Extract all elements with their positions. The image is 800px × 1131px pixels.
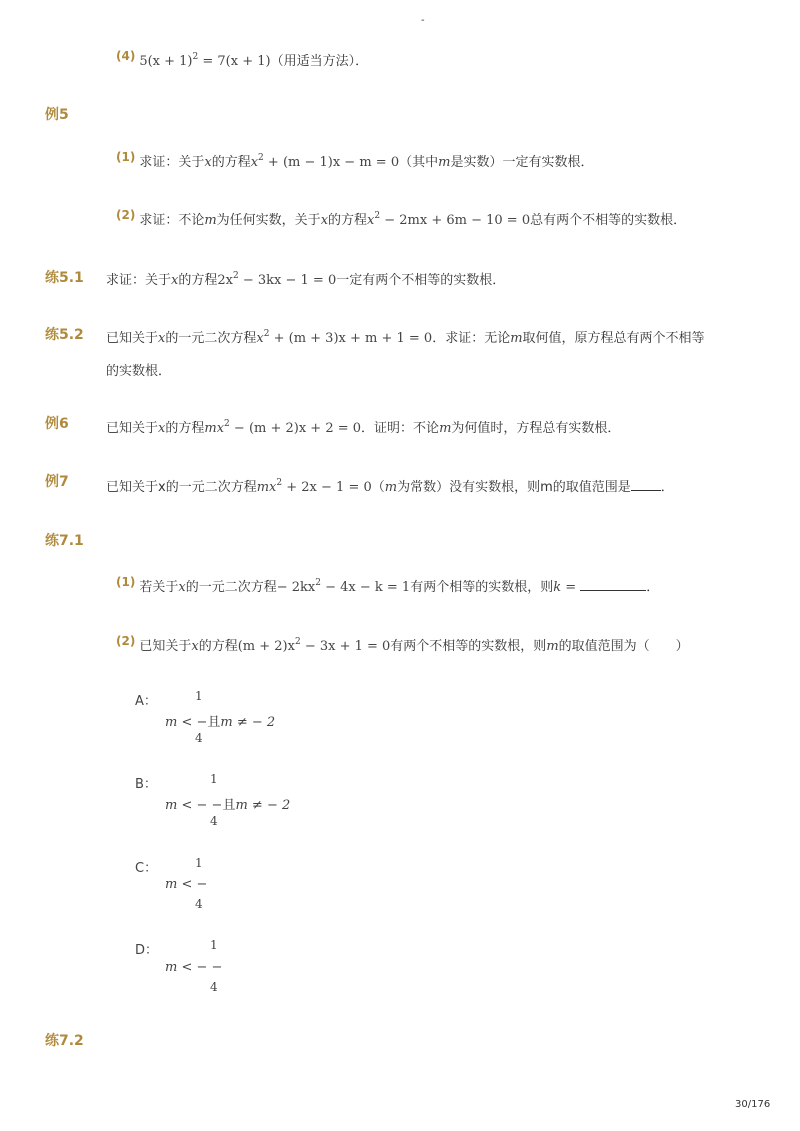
question-number: (2): [116, 208, 136, 222]
math-expression: 5(x + 1): [139, 54, 193, 69]
text: ．: [660, 480, 674, 495]
text: 求证：关于: [106, 273, 172, 288]
math-expression: mx: [204, 421, 225, 436]
exponent: 2: [263, 329, 270, 339]
practice-5-1-tag: 练5.1: [45, 270, 84, 286]
math-expression: = 7(x + 1): [202, 54, 271, 69]
math-expression: mx: [256, 480, 277, 495]
math-var: m: [510, 331, 523, 346]
fraction-denominator: 4: [195, 897, 203, 911]
fraction-bar: −: [196, 715, 208, 730]
text: 取何值，原方程总有两个不相等: [522, 331, 705, 346]
text: 且: [222, 798, 236, 813]
text: （: [371, 480, 385, 495]
fraction-numerator: 1: [210, 772, 218, 786]
text: 的方程: [211, 155, 251, 170]
text: ．证明：不论: [361, 421, 440, 436]
text: 是实数）一定有实数根．: [450, 155, 594, 170]
text: 有两个相等的实数根，则: [410, 580, 554, 595]
text: 求证：关于: [139, 155, 205, 170]
math-expression: (m + 2)x: [237, 639, 295, 654]
text: 为何值时，方程总有实数根．: [451, 421, 621, 436]
exponent: 2: [232, 271, 239, 281]
practice-7-1-part-1: [116, 576, 659, 595]
option-expression: [165, 711, 275, 730]
exponent: 2: [258, 153, 264, 163]
math-var: x: [204, 155, 212, 170]
fraction-numerator: 1: [210, 938, 218, 952]
page-number: 30/176: [735, 1099, 771, 1110]
example-5-part-2: [116, 209, 686, 228]
fraction-bar: −: [211, 798, 223, 813]
exponent: 2: [294, 637, 301, 647]
math-expression: + (m + 3)x + m + 1 = 0: [273, 331, 433, 346]
example-7-tag: 例7: [45, 474, 69, 490]
question-number: (4): [116, 49, 136, 63]
math-expression: x: [256, 331, 264, 346]
math-var: x: [178, 580, 186, 595]
text: 且: [207, 715, 221, 730]
minus-sign: −: [196, 960, 208, 975]
text: 已知关于: [106, 421, 159, 436]
math-expression: m <: [165, 877, 193, 892]
text: 有两个不相等的实数根，则: [390, 639, 547, 654]
math-expression: x: [367, 213, 375, 228]
math-expression: − (m + 2)x + 2 = 0: [233, 421, 362, 436]
option-label: A：: [135, 694, 157, 709]
fraction-numerator: 1: [195, 689, 203, 703]
example-5-part-1: [116, 151, 593, 170]
text: 的方程: [328, 213, 368, 228]
fraction-bar: −: [196, 877, 208, 892]
math-var: x: [171, 273, 179, 288]
math-var: m: [438, 155, 451, 170]
text: 已知关于: [139, 639, 192, 654]
practice-5-2-text: [106, 327, 705, 346]
math-var: m: [546, 639, 559, 654]
math-expression: + 2x − 1 = 0: [286, 480, 372, 495]
math-expression: − 3kx − 1 = 0: [242, 273, 337, 288]
fraction-numerator: 1: [195, 856, 203, 870]
question-4: [116, 50, 368, 69]
text: 为任何实数，关于: [216, 213, 321, 228]
practice-5-1-text: [106, 269, 505, 288]
answer-blank[interactable]: [580, 590, 646, 591]
text: 的方程: [165, 421, 205, 436]
text: 已知关于x的一元二次方程: [106, 480, 257, 495]
example-6-text: [106, 417, 620, 436]
option-expression: [165, 960, 222, 975]
practice-7-1-tag: 练7.1: [45, 533, 84, 549]
example-7-text: [106, 476, 674, 495]
math-var: k: [553, 580, 562, 595]
practice-5-2-text-line2: 的实数根．: [106, 364, 172, 379]
text: 若关于: [139, 580, 179, 595]
math-expression: m <: [165, 960, 193, 975]
option-label: C：: [135, 861, 158, 876]
math-var: x: [158, 331, 166, 346]
text: 的一元二次方程: [185, 580, 277, 595]
minus-sign: −: [196, 798, 208, 813]
text: 求证：不论: [139, 213, 205, 228]
fraction-denominator: 4: [210, 814, 218, 828]
text: 一定有两个不相等的实数根．: [336, 273, 506, 288]
text: 的方程: [198, 639, 238, 654]
text: 的一元二次方程: [165, 331, 257, 346]
answer-blank[interactable]: [631, 490, 661, 491]
text: 为常数）没有实数根，则m的取值范围是: [397, 480, 631, 495]
math-expression: − 2kx: [276, 580, 316, 595]
exponent: 2: [224, 419, 230, 429]
text: ．求证：无论: [432, 331, 511, 346]
math-expression: − 4x − k = 1: [325, 580, 411, 595]
math-expression: x: [250, 155, 259, 170]
practice-5-2-tag: 练5.2: [45, 327, 84, 343]
option-label: D：: [135, 943, 159, 958]
math-expression: m <: [165, 715, 193, 730]
math-var: m: [439, 421, 452, 436]
math-expression: − 2mx + 6m − 10 = 0: [384, 213, 531, 228]
option-label: B：: [135, 777, 157, 792]
question-number: (2): [116, 634, 136, 648]
math-var: x: [320, 213, 329, 228]
question-number: (1): [116, 575, 136, 589]
question-number: (1): [116, 150, 136, 164]
fraction-denominator: 4: [195, 731, 203, 745]
question-text: （用适当方法）．: [270, 54, 369, 69]
text: 总有两个不相等的实数根．: [530, 213, 687, 228]
practice-7-1-part-2: [116, 635, 689, 654]
math-var: x: [158, 421, 166, 436]
fraction-denominator: 4: [210, 980, 218, 994]
exponent: 2: [192, 52, 199, 62]
example-5-tag: 例5: [45, 107, 69, 123]
math-var: x: [191, 639, 199, 654]
exponent: 2: [315, 578, 321, 588]
math-var: m: [204, 213, 217, 228]
math-expression: m ≠ − 2: [220, 715, 276, 730]
math-expression: m <: [165, 798, 193, 813]
fraction-bar: −: [211, 960, 223, 975]
math-var: m: [384, 480, 398, 495]
header-mark: -: [421, 15, 425, 26]
math-expression: 2x: [217, 273, 233, 288]
text: 的取值范围为（ ）: [558, 639, 689, 654]
practice-7-2-tag: 练7.2: [45, 1033, 84, 1049]
text: ．: [646, 580, 660, 595]
option-expression: [165, 794, 290, 813]
example-6-tag: 例6: [45, 416, 69, 432]
math-expression: − 3x + 1 = 0: [304, 639, 391, 654]
text: 已知关于: [106, 331, 159, 346]
exponent: 2: [374, 211, 381, 221]
math-expression: m ≠ − 2: [235, 798, 291, 813]
option-expression: [165, 877, 207, 892]
text: （其中: [399, 155, 439, 170]
text: 的方程: [178, 273, 218, 288]
exponent: 2: [276, 478, 283, 488]
math-expression: + (m − 1)x − m = 0: [267, 155, 400, 170]
math-expression: =: [561, 580, 581, 595]
